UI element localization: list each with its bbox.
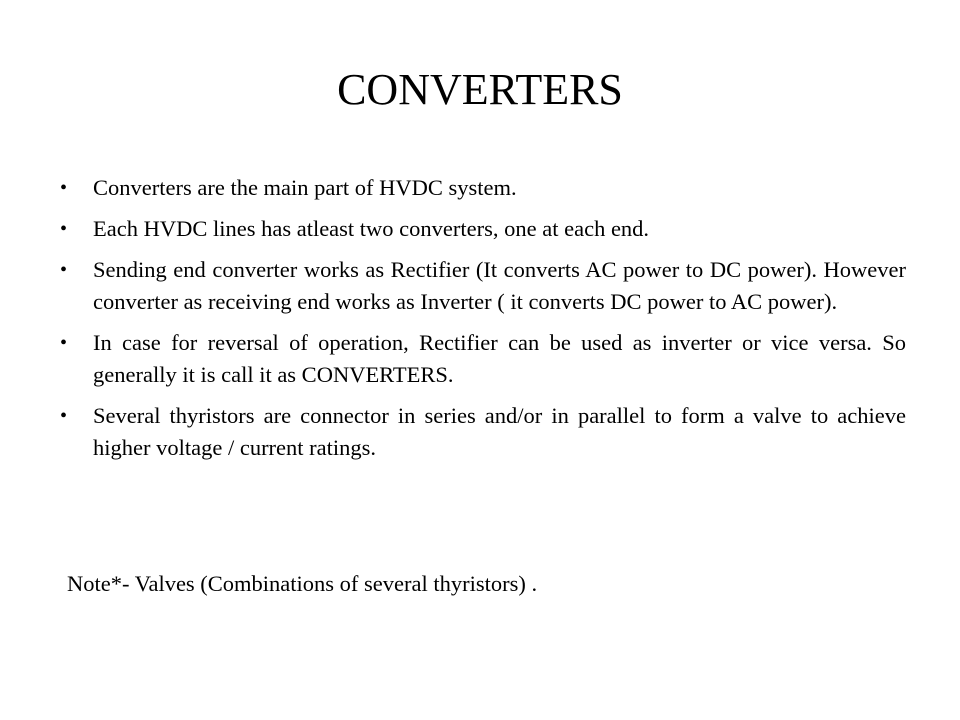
bullet-text: Each HVDC lines has atleast two converters, one at each end.	[93, 216, 650, 241]
bullet-item	[60, 213, 906, 245]
note-text: Note*- Valves (Combinations of several thyristors) .	[67, 571, 538, 596]
bullet-icon: •	[60, 405, 68, 427]
bullet-icon: •	[60, 177, 68, 199]
bullet-item	[60, 400, 906, 464]
bullet-item	[60, 172, 906, 204]
bullet-icon: •	[60, 259, 68, 281]
slide-title: CONVERTERS	[337, 65, 623, 114]
bullet-item	[60, 327, 906, 391]
bullet-icon: •	[60, 218, 68, 240]
bullet-item	[60, 254, 906, 318]
bullet-text: Converters are the main part of HVDC system.	[93, 175, 517, 200]
bullet-text: Several thyristors are connector in series and/or in parallel to form a valve to achieve higher voltage / current ratings.	[93, 403, 906, 460]
bullet-text: Sending end converter works as Rectifier (It converts AC power to DC power). However converter as receiving end works as Inverter ( it converts DC power to AC power).	[93, 257, 906, 314]
bullet-text: In case for reversal of operation, Rectifier can be used as inverter or vice versa. So generally it is call it as CONVERTERS.	[93, 330, 906, 387]
bullet-icon: •	[60, 332, 68, 354]
bullet-list	[60, 172, 906, 473]
